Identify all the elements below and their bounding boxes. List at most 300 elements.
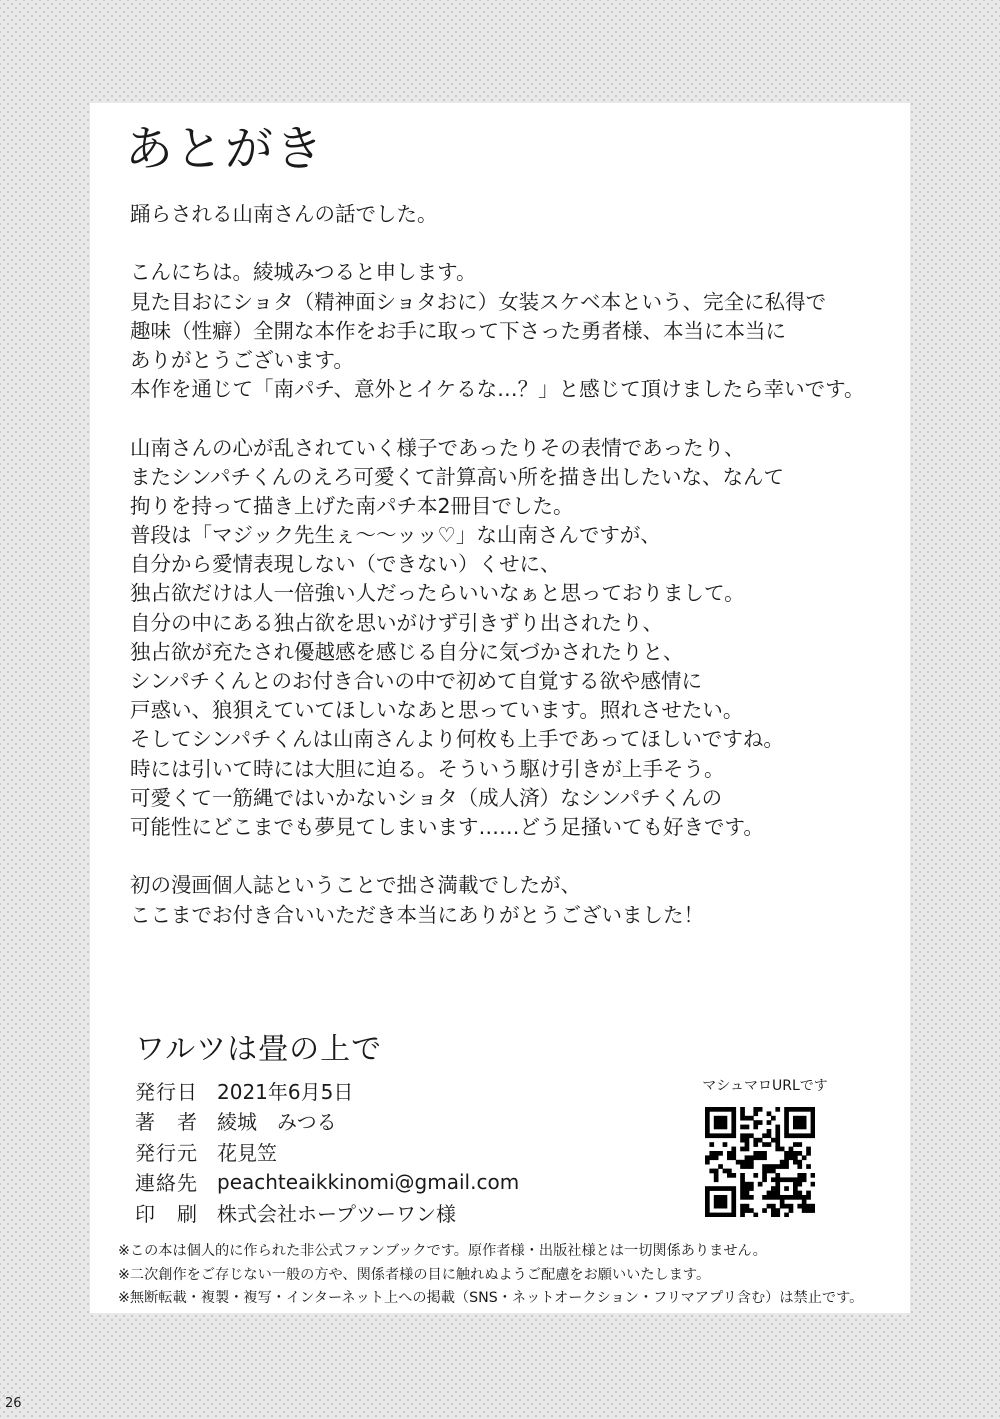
body-line-blank	[130, 229, 890, 258]
qr-module	[714, 1125, 719, 1130]
colophon-value: 株式会社ホープツーワン様	[217, 1201, 456, 1226]
qr-module	[753, 1142, 758, 1147]
qr-module	[758, 1107, 763, 1112]
qr-caption: マシュマロURLです	[702, 1078, 828, 1094]
page-title: あとがき	[125, 121, 326, 177]
qr-module	[775, 1107, 780, 1112]
qr-module	[767, 1164, 772, 1169]
qr-module	[745, 1142, 750, 1147]
body-line: またシンパチくんのえろ可愛くて計算高い所を描き出したいな、なんて	[130, 464, 785, 489]
body-line: 初の漫画個人誌ということで拙さ満載でしたが、	[130, 873, 581, 898]
qr-module	[775, 1186, 780, 1191]
qr-module	[740, 1195, 745, 1200]
qr-module	[806, 1195, 811, 1200]
qr-module	[762, 1173, 767, 1178]
qr-module	[714, 1155, 719, 1160]
qr-module	[771, 1204, 776, 1209]
qr-module	[705, 1213, 710, 1217]
qr-module	[811, 1107, 815, 1112]
qr-module	[762, 1195, 767, 1200]
qr-module	[767, 1169, 772, 1174]
qr-module	[749, 1195, 754, 1200]
qr-module	[811, 1173, 815, 1178]
qr-module	[762, 1208, 767, 1213]
qr-module	[789, 1107, 794, 1112]
body-line: 山南さんの心が乱されていく様子であったりその表情であったり、	[130, 435, 745, 460]
qr-module	[745, 1147, 750, 1152]
qr-module	[806, 1133, 811, 1138]
qr-module	[806, 1147, 811, 1152]
qr-module	[740, 1177, 745, 1182]
qr-module	[775, 1213, 780, 1217]
body-line: こんにちは。綾城みつると申します。	[130, 260, 477, 285]
qr-module	[740, 1186, 745, 1191]
qr-module	[789, 1151, 794, 1156]
colophon-value: 綾城 みつる	[217, 1110, 337, 1135]
qr-module	[784, 1164, 789, 1169]
qr-module	[793, 1155, 798, 1160]
qr-module	[758, 1155, 763, 1160]
qr-module	[745, 1125, 750, 1130]
qr-module	[780, 1195, 785, 1200]
qr-module	[723, 1195, 728, 1200]
qr-module	[775, 1138, 780, 1143]
colophon-key: 印 刷	[135, 1201, 198, 1226]
qr-module	[718, 1199, 723, 1204]
qr-module	[775, 1164, 780, 1169]
qr-module	[718, 1151, 723, 1156]
qr-module	[784, 1125, 789, 1130]
qr-module	[705, 1208, 710, 1213]
qr-module	[723, 1169, 728, 1174]
qr-module	[811, 1111, 815, 1116]
qr-module	[740, 1111, 745, 1116]
qr-module	[771, 1213, 776, 1217]
qr-module	[714, 1107, 719, 1112]
qr-module	[718, 1120, 723, 1125]
qr-module	[771, 1186, 776, 1191]
colophon-key: 連絡先	[135, 1171, 198, 1196]
qr-module	[793, 1177, 798, 1182]
qr-module	[745, 1208, 750, 1213]
qr-module	[758, 1151, 763, 1156]
body-line: 独占欲だけは人一倍強い人だったらいいなぁと思っておりまして。	[130, 581, 745, 606]
qr-module	[767, 1129, 772, 1134]
disclaimer-note: ※無断転載・複製・複写・インターネット上への掲載（SNS・ネットオークション・フリマアプリ含む）は禁止です。	[118, 1290, 864, 1306]
qr-module	[714, 1169, 719, 1174]
colophon-row-date	[135, 1075, 519, 1106]
qr-module	[731, 1186, 736, 1191]
qr-module	[723, 1120, 728, 1125]
qr-module	[811, 1204, 815, 1209]
qr-module	[767, 1120, 772, 1125]
qr-module	[784, 1213, 789, 1217]
qr-module	[740, 1164, 745, 1169]
qr-module	[793, 1191, 798, 1196]
qr-module	[731, 1208, 736, 1213]
qr-module	[753, 1151, 758, 1156]
qr-module	[758, 1120, 763, 1125]
qr-module	[802, 1199, 807, 1204]
qr-module	[714, 1120, 719, 1125]
qr-module	[749, 1186, 754, 1191]
qr-module	[723, 1186, 728, 1191]
qr-module	[780, 1177, 785, 1182]
body-line: そしてシンパチくんは山南さんより何枚も上手であってほしいですね。	[130, 727, 784, 752]
body-line: ここまでお付き合いいただき本当にありがとうございました！	[130, 902, 704, 927]
qr-module	[771, 1191, 776, 1196]
qr-module	[727, 1133, 732, 1138]
qr-module	[767, 1133, 772, 1138]
qr-module	[705, 1111, 710, 1116]
qr-module	[775, 1177, 780, 1182]
book-title: ワルツは畳の上で	[135, 1032, 383, 1067]
qr-module	[806, 1208, 811, 1213]
qr-module	[731, 1173, 736, 1178]
qr-module	[811, 1120, 815, 1125]
qr-module	[753, 1213, 758, 1217]
qr-module	[775, 1142, 780, 1147]
qr-module	[780, 1160, 785, 1165]
disclaimer-note: ※この本は個人的に作られた非公式ファンブックです。原作者様・出版社様とは一切関係ありません。	[118, 1243, 767, 1259]
qr-module	[771, 1164, 776, 1169]
qr-module	[740, 1133, 745, 1138]
qr-module	[797, 1164, 802, 1169]
colophon-key: 著 者	[135, 1110, 198, 1135]
qr-module	[740, 1173, 745, 1178]
qr-module	[705, 1125, 710, 1130]
qr-module	[753, 1107, 758, 1112]
qr-module	[784, 1107, 789, 1112]
qr-module	[705, 1116, 710, 1121]
qr-module	[740, 1147, 745, 1152]
page-number: 26	[5, 1396, 22, 1411]
qr-module	[727, 1169, 732, 1174]
qr-module	[797, 1151, 802, 1156]
qr-module	[718, 1213, 723, 1217]
body-line: 自分の中にある独占欲を思いがけず引きずり出されたり、	[130, 610, 663, 635]
qr-module	[731, 1111, 736, 1116]
qr-module	[789, 1177, 794, 1182]
qr-module	[762, 1177, 767, 1182]
qr-module	[762, 1169, 767, 1174]
body-line: 時には引いて時には大胆に迫る。そういう駆け引きが上手そう。	[130, 756, 725, 781]
qr-module	[784, 1186, 789, 1191]
qr-module	[731, 1195, 736, 1200]
qr-module	[705, 1120, 710, 1125]
qr-module	[771, 1195, 776, 1200]
qr-module	[705, 1155, 710, 1160]
qr-module	[740, 1204, 745, 1209]
qr-module	[723, 1204, 728, 1209]
qr-module	[714, 1177, 719, 1182]
qr-module	[745, 1195, 750, 1200]
qr-module	[714, 1116, 719, 1121]
qr-module	[784, 1151, 789, 1156]
qr-module	[802, 1107, 807, 1112]
qr-module	[714, 1199, 719, 1204]
qr-module	[811, 1133, 815, 1138]
qr-module	[709, 1169, 714, 1174]
qr-module	[775, 1147, 780, 1152]
qr-module	[762, 1151, 767, 1156]
body-line: 自分から愛情表現しない（できない）くせに、	[130, 552, 561, 577]
body-line: 普段は「マジック先生ぇ～～ッッ♡」な山南さんですが、	[130, 523, 661, 548]
qr-module	[749, 1116, 754, 1121]
qr-module	[793, 1160, 798, 1165]
qr-module	[793, 1142, 798, 1147]
qr-module	[767, 1111, 772, 1116]
body-line: 本作を通じて「南パチ、意外とイケるな…？」と感じて頂けましたら幸いです。	[130, 377, 865, 402]
qr-module	[753, 1111, 758, 1116]
qr-module	[718, 1133, 723, 1138]
disclaimer-note: ※二次創作をご存じない一般の方や、関係者様の目に触れぬようご配慮をお願いいたします。	[118, 1266, 711, 1283]
qr-module	[775, 1129, 780, 1134]
qr-module	[723, 1199, 728, 1204]
qr-module	[793, 1120, 798, 1125]
body-line: 拘りを持って描き上げた南パチ本2冊目でした。	[130, 493, 574, 518]
qr-module	[793, 1133, 798, 1138]
qr-module	[784, 1195, 789, 1200]
qr-module	[797, 1182, 802, 1187]
colophon-key: 発行日	[135, 1079, 198, 1104]
qr-module	[793, 1195, 798, 1200]
qr-module	[705, 1129, 710, 1134]
qr-module	[758, 1182, 763, 1187]
qr-module	[771, 1169, 776, 1174]
qr-module	[793, 1125, 798, 1130]
qr-module	[718, 1204, 723, 1209]
qr-module	[762, 1164, 767, 1169]
qr-module	[789, 1204, 794, 1209]
qr-module	[784, 1116, 789, 1121]
qr-module	[797, 1204, 802, 1209]
qr-module	[797, 1142, 802, 1147]
qr-module	[802, 1204, 807, 1209]
qr-module	[784, 1204, 789, 1209]
qr-module	[767, 1142, 772, 1147]
qr-module	[753, 1173, 758, 1178]
qr-module	[784, 1129, 789, 1134]
qr-module	[709, 1155, 714, 1160]
body-line: 可愛くて一筋縄ではいかないショタ（成人済）なシンパチくんの	[130, 785, 723, 810]
colophon-value: 2021年6月5日	[217, 1079, 354, 1104]
qr-module	[718, 1164, 723, 1169]
qr-module	[811, 1208, 815, 1213]
qr-module	[740, 1125, 745, 1130]
qr-module	[723, 1116, 728, 1121]
qr-module	[740, 1191, 745, 1196]
body-line: 趣味（性癖）全開な本作をお手に取って下さった勇者様、本当に本当に	[130, 318, 786, 343]
qr-module	[784, 1111, 789, 1116]
qr-module	[740, 1208, 745, 1213]
qr-module	[731, 1213, 736, 1217]
qr-module	[767, 1191, 772, 1196]
qr-module	[731, 1133, 736, 1138]
qr-module	[731, 1147, 736, 1152]
qr-module	[731, 1204, 736, 1209]
qr-module	[802, 1120, 807, 1125]
qr-module	[802, 1173, 807, 1178]
qr-module	[762, 1133, 767, 1138]
contact-email: peachteaikkinomi@gmail.com	[217, 1169, 520, 1194]
qr-module	[723, 1125, 728, 1130]
qr-module	[797, 1177, 802, 1182]
qr-module	[731, 1129, 736, 1134]
qr-module	[705, 1191, 710, 1196]
qr-module	[705, 1199, 710, 1204]
qr-module	[811, 1125, 815, 1130]
qr-module	[793, 1116, 798, 1121]
qr-module	[705, 1204, 710, 1209]
qr-module	[797, 1120, 802, 1125]
body-line: 可能性にどこまでも夢見てしまいます……どう足掻いても好きです。	[130, 814, 764, 839]
qr-module	[806, 1204, 811, 1209]
qr-module	[797, 1195, 802, 1200]
qr-module	[745, 1133, 750, 1138]
qr-module	[802, 1177, 807, 1182]
qr-module	[727, 1107, 732, 1112]
colophon-table	[135, 1075, 519, 1228]
qr-module	[731, 1107, 736, 1112]
colophon-row-publisher	[135, 1136, 519, 1167]
qr-module	[780, 1164, 785, 1169]
qr-module	[789, 1155, 794, 1160]
qr-module	[723, 1107, 728, 1112]
qr-module	[709, 1133, 714, 1138]
qr-module	[797, 1173, 802, 1178]
qr-module	[740, 1138, 745, 1143]
qr-module	[749, 1164, 754, 1169]
qr-module	[718, 1107, 723, 1112]
body-line: 見た目おにショタ（精神面ショタおに）女装スケベ本という、完全に私得で	[130, 289, 827, 314]
qr-module	[797, 1116, 802, 1121]
qr-module	[811, 1129, 815, 1134]
qr-module	[753, 1155, 758, 1160]
qr-module	[771, 1138, 776, 1143]
qr-module	[714, 1151, 719, 1156]
qr-module	[802, 1155, 807, 1160]
qr-module	[775, 1173, 780, 1178]
qr-module	[740, 1213, 745, 1217]
qr-module	[709, 1186, 714, 1191]
qr-module	[731, 1191, 736, 1196]
qr-module	[789, 1133, 794, 1138]
qr-module	[745, 1204, 750, 1209]
qr-module	[714, 1204, 719, 1209]
qr-module	[727, 1155, 732, 1160]
qr-module	[714, 1173, 719, 1178]
qr-module	[793, 1186, 798, 1191]
qr-module	[749, 1133, 754, 1138]
qr-module	[784, 1120, 789, 1125]
qr-module	[771, 1208, 776, 1213]
qr-module	[705, 1160, 710, 1165]
qr-module	[793, 1182, 798, 1187]
qr-module	[762, 1155, 767, 1160]
colophon-row-author	[135, 1106, 519, 1137]
colophon-row-printer	[135, 1197, 519, 1228]
qr-module	[714, 1213, 719, 1217]
qr-module	[727, 1186, 732, 1191]
qr-module	[789, 1208, 794, 1213]
qr-module	[727, 1173, 732, 1178]
qr-module	[749, 1155, 754, 1160]
qr-module	[736, 1160, 741, 1165]
qr-module	[775, 1208, 780, 1213]
qr-module	[709, 1107, 714, 1112]
qr-module	[714, 1186, 719, 1191]
qr-module	[705, 1186, 710, 1191]
qr-module	[784, 1133, 789, 1138]
qr-module	[745, 1155, 750, 1160]
qr-module	[802, 1133, 807, 1138]
qr-module	[767, 1195, 772, 1200]
qr-module	[705, 1195, 710, 1200]
qr-module	[802, 1116, 807, 1121]
qr-module	[745, 1160, 750, 1165]
qr-module	[727, 1151, 732, 1156]
qr-module	[731, 1120, 736, 1125]
qr-module	[793, 1151, 798, 1156]
qr-module	[731, 1155, 736, 1160]
qr-module	[714, 1133, 719, 1138]
qr-module	[753, 1125, 758, 1130]
qr-module	[705, 1133, 710, 1138]
qr-module	[771, 1116, 776, 1121]
qr-module	[775, 1125, 780, 1130]
qr-module	[740, 1182, 745, 1187]
qr-module	[723, 1213, 728, 1217]
body-line: 戸惑い、狼狽えていてほしいなあと思っています。照れさせたい。	[130, 698, 744, 723]
qr-module	[740, 1116, 745, 1121]
qr-module	[718, 1195, 723, 1200]
qr-module	[802, 1195, 807, 1200]
body-line: ありがとうございます。	[130, 347, 354, 372]
qr-module	[714, 1195, 719, 1200]
qr-module	[731, 1116, 736, 1121]
qr-module	[793, 1107, 798, 1112]
body-line: 踊らされる山南さんの話でした。	[130, 202, 438, 226]
qr-module	[762, 1142, 767, 1147]
qr-module	[749, 1160, 754, 1165]
qr-module	[753, 1120, 758, 1125]
qr-module	[784, 1177, 789, 1182]
qr-module	[797, 1107, 802, 1112]
qr-module	[727, 1213, 732, 1217]
qr-module	[789, 1195, 794, 1200]
qr-module	[802, 1125, 807, 1130]
qr-module	[775, 1182, 780, 1187]
qr-module	[806, 1107, 811, 1112]
qr-module	[745, 1116, 750, 1121]
body-line-blank	[130, 842, 890, 871]
qr-module	[705, 1107, 710, 1112]
body-line: 独占欲が充たされ優越感を感じる自分に気づかされたりと、	[130, 639, 684, 664]
qr-module	[753, 1138, 758, 1143]
qr-module	[797, 1125, 802, 1130]
qr-module	[811, 1116, 815, 1121]
afterword-body	[130, 200, 890, 930]
qr-module	[740, 1107, 745, 1112]
qr-module	[811, 1182, 815, 1187]
qr-module	[740, 1160, 745, 1165]
qr-module	[745, 1182, 750, 1187]
qr-module	[775, 1191, 780, 1196]
qr-module	[723, 1133, 728, 1138]
qr-module	[797, 1160, 802, 1165]
qr-module	[797, 1191, 802, 1196]
